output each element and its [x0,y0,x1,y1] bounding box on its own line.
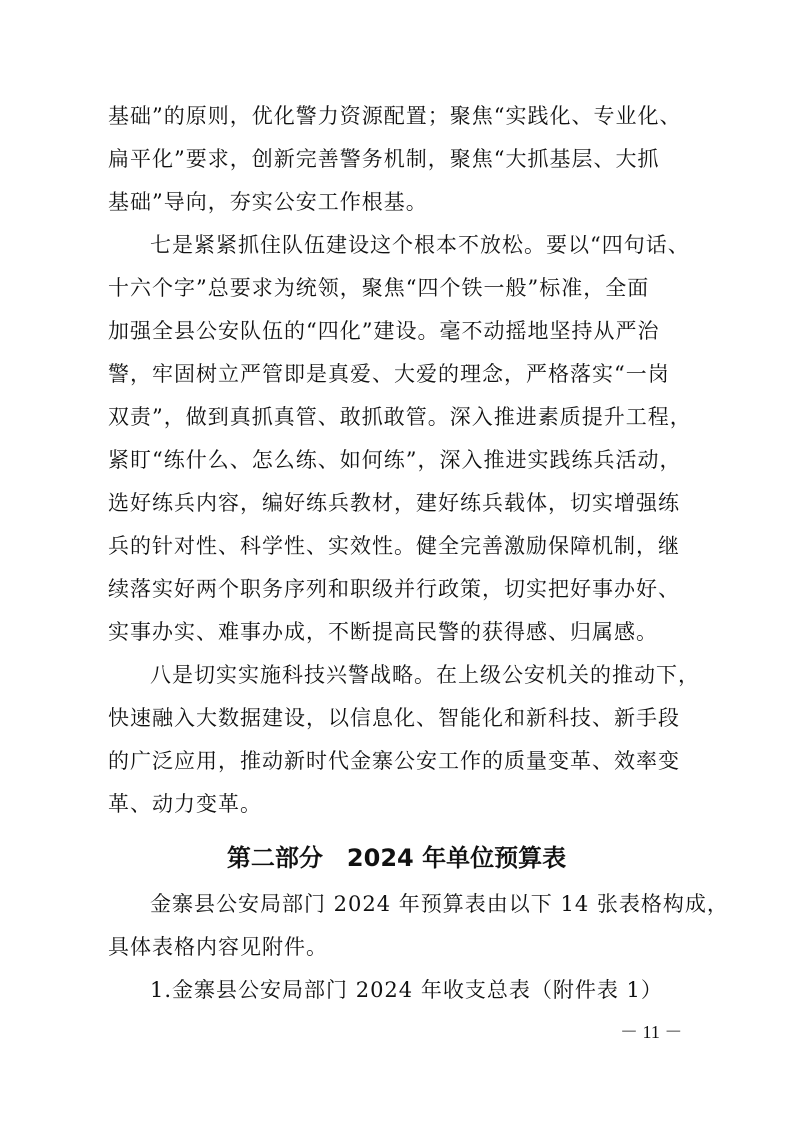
text-line: 具体表格内容见附件。 [108,935,328,959]
text-line: 续落实好两个职务序列和职级并行政策，切实把好事办好、 [108,577,680,601]
text-line: 八是切实实施科技兴警战略。在上级公安机关的推动下， [150,663,700,687]
text-line: 加强全县公安队伍的“四化”建设。毫不动摇地坚持从严治 [108,319,660,343]
text-line: 金寨县公安局部门 2024 年预算表由以下 14 张表格构成， [150,892,729,916]
text-line: 十六个字”总要求为统领，聚焦“四个铁一般”标准，全面 [108,276,650,300]
text-line: 紧盯“练什么、怎么练、如何练”，深入推进实践练兵活动， [108,448,682,472]
page-number: － 11 － [620,1022,683,1042]
section-heading: 第二部分 2024 年单位预算表 [226,844,567,872]
text-line: 基础”的原则，优化警力资源配置；聚焦“实践化、专业化、 [108,104,682,128]
text-line: 快速融入大数据建设，以信息化、智能化和新科技、新手段 [108,706,680,730]
text-line: 双责”，做到真抓真管、敢抓敢管。深入推进素质提升工程， [108,405,692,429]
text-line: 实事办实、难事办成，不断提高民警的获得感、归属感。 [108,620,658,644]
text-line: 警，牢固树立严管即是真爱、大爱的理念，严格落实“一岗 [108,362,670,386]
text-line: 革、动力变革。 [108,792,262,816]
list-item: 1.金寨县公安局部门 2024 年收支总表（附件表 1） [150,978,663,1002]
text-line: 选好练兵内容，编好练兵教材，建好练兵载体，切实增强练 [108,491,680,515]
text-line: 基础”导向，夯实公安工作根基。 [108,190,428,214]
text-line: 的广泛应用，推动新时代金寨公安工作的质量变革、效率变 [108,749,680,773]
text-line: 扁平化”要求，创新完善警务机制，聚焦“大抓基层、大抓 [108,147,660,171]
text-line: 七是紧紧抓住队伍建设这个根本不放松。要以“四句话、 [150,233,690,257]
text-line: 兵的针对性、科学性、实效性。健全完善激励保障机制，继 [108,534,680,558]
